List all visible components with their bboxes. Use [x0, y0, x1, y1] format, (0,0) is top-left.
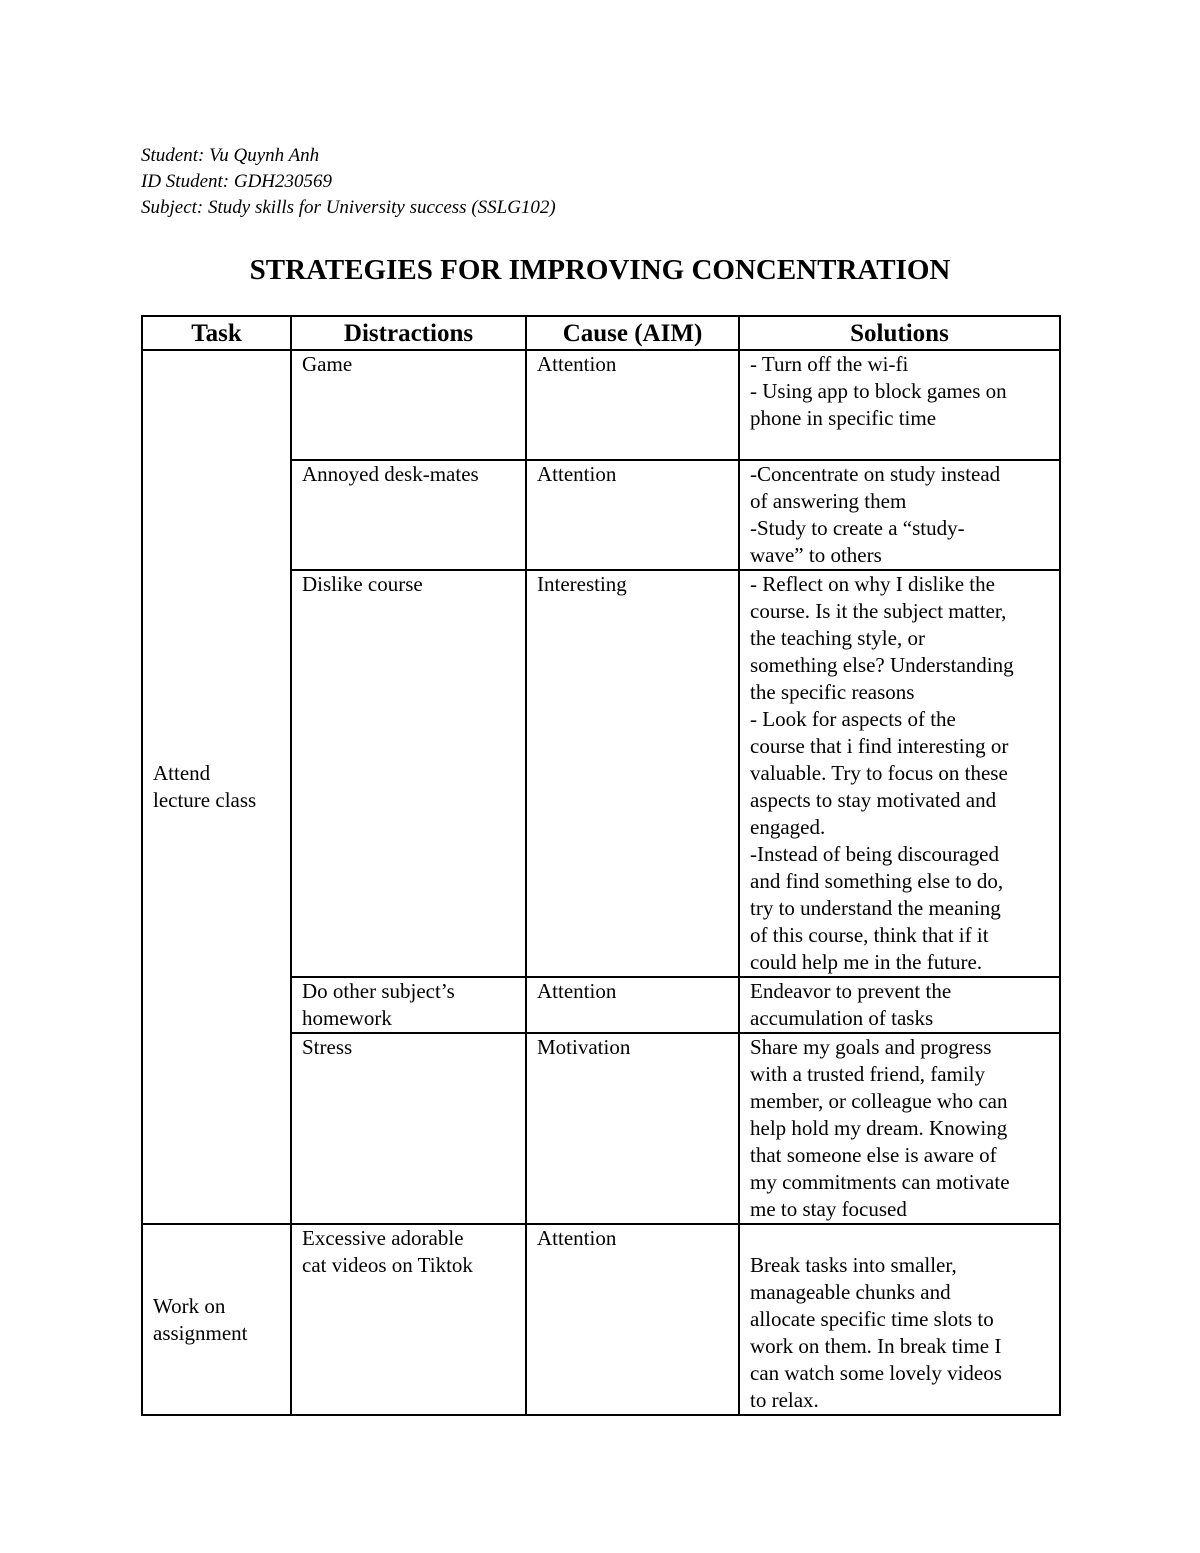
task-line: assignment	[153, 1320, 248, 1345]
solution-line: the specific reasons	[750, 680, 915, 704]
cause-cell: Attention	[526, 460, 739, 570]
solution-line: Break tasks into smaller,	[750, 1253, 957, 1277]
solution-line: course that i find interesting or	[750, 734, 1009, 758]
task-cell	[142, 350, 291, 1224]
distraction-cell	[291, 460, 526, 570]
cause-cell: Attention	[526, 1224, 739, 1415]
solution-line: allocate specific time slots to	[750, 1307, 994, 1331]
distraction-line: Game	[302, 352, 353, 376]
distraction-cell	[291, 1224, 526, 1415]
solution-line: - Turn off the wi-fi	[750, 352, 909, 376]
solution-line: something else? Understanding	[750, 653, 1014, 677]
student-info	[141, 143, 556, 221]
column-header-task: Task	[142, 316, 291, 350]
subject-line: Subject: Study skills for University success (SSLG102)	[141, 197, 556, 218]
strategies-table	[141, 315, 1061, 1416]
student-id: ID Student: GDH230569	[141, 171, 333, 192]
solution-line: Endeavor to prevent the	[750, 979, 952, 1003]
distraction-line: Excessive adorable	[302, 1226, 464, 1250]
solution-line: manageable chunks and	[750, 1280, 951, 1304]
solution-line: -Study to create a “study-	[750, 516, 965, 540]
solution-line: member, or colleague who can	[750, 1089, 1008, 1113]
solution-line: engaged.	[750, 815, 826, 839]
distraction-cell	[291, 350, 526, 460]
solution-line: me to stay focused	[750, 1197, 907, 1221]
solution-line: the teaching style, or	[750, 626, 925, 650]
solution-cell	[739, 1224, 1060, 1415]
column-header-distractions: Distractions	[291, 316, 526, 350]
distraction-line: cat videos on Tiktok	[302, 1253, 473, 1277]
solution-line: accumulation of tasks	[750, 1006, 934, 1030]
column-header-cause: Cause (AIM)	[526, 316, 739, 350]
solution-line: help hold my dream. Knowing	[750, 1116, 1008, 1140]
distraction-line: Annoyed desk-mates	[302, 462, 479, 486]
solution-line: can watch some lovely videos	[750, 1361, 1002, 1385]
solution-line: my commitments can motivate	[750, 1170, 1010, 1194]
solution-line: that someone else is aware of	[750, 1143, 997, 1167]
solution-line: Share my goals and progress	[750, 1035, 992, 1059]
table-row	[142, 1224, 1060, 1415]
task-line: Work on	[153, 1293, 226, 1318]
distraction-cell	[291, 977, 526, 1033]
distraction-line: homework	[302, 1006, 392, 1030]
solution-line: valuable. Try to focus on these	[750, 761, 1008, 785]
solution-line: course. Is it the subject matter,	[750, 599, 1007, 623]
solution-line: to relax.	[750, 1388, 819, 1412]
solution-line: - Look for aspects of the	[750, 707, 956, 731]
distraction-line: Do other subject’s	[302, 979, 455, 1003]
solution-cell	[739, 570, 1060, 977]
solution-spacer	[750, 1225, 1049, 1252]
cause-cell: Interesting	[526, 570, 739, 977]
solution-line: phone in specific time	[750, 406, 937, 430]
task-cell	[142, 1224, 291, 1415]
solution-line: aspects to stay motivated and	[750, 788, 997, 812]
solution-line: - Using app to block games on	[750, 379, 1007, 403]
solution-line: work on them. In break time I	[750, 1334, 1002, 1358]
solution-cell	[739, 977, 1060, 1033]
distraction-line: Dislike course	[302, 572, 423, 596]
cause-cell: Attention	[526, 977, 739, 1033]
solution-line: try to understand the meaning	[750, 896, 1001, 920]
solution-line: could help me in the future.	[750, 950, 983, 974]
solution-line: -Concentrate on study instead	[750, 462, 1001, 486]
document-title: STRATEGIES FOR IMPROVING CONCENTRATION	[249, 254, 951, 286]
cause-cell: Attention	[526, 350, 739, 460]
cause-cell: Motivation	[526, 1033, 739, 1224]
distraction-line: Stress	[302, 1035, 353, 1059]
solution-cell	[739, 350, 1060, 460]
distraction-cell	[291, 1033, 526, 1224]
solution-line: wave” to others	[750, 543, 882, 567]
column-header-solutions: Solutions	[739, 316, 1060, 350]
solution-cell	[739, 1033, 1060, 1224]
table-header-row	[142, 316, 1060, 350]
solution-line: and find something else to do,	[750, 869, 1004, 893]
solution-line: of this course, think that if it	[750, 923, 989, 947]
table-row	[142, 350, 1060, 460]
distraction-cell	[291, 570, 526, 977]
solution-line: of answering them	[750, 489, 907, 513]
solution-line: with a trusted friend, family	[750, 1062, 986, 1086]
task-line: lecture class	[153, 788, 257, 812]
solution-cell	[739, 460, 1060, 570]
task-line: Attend	[153, 761, 211, 785]
solution-line: -Instead of being discouraged	[750, 842, 999, 866]
solution-line: - Reflect on why I dislike the	[750, 572, 995, 596]
student-name: Student: Vu Quynh Anh	[141, 145, 320, 166]
